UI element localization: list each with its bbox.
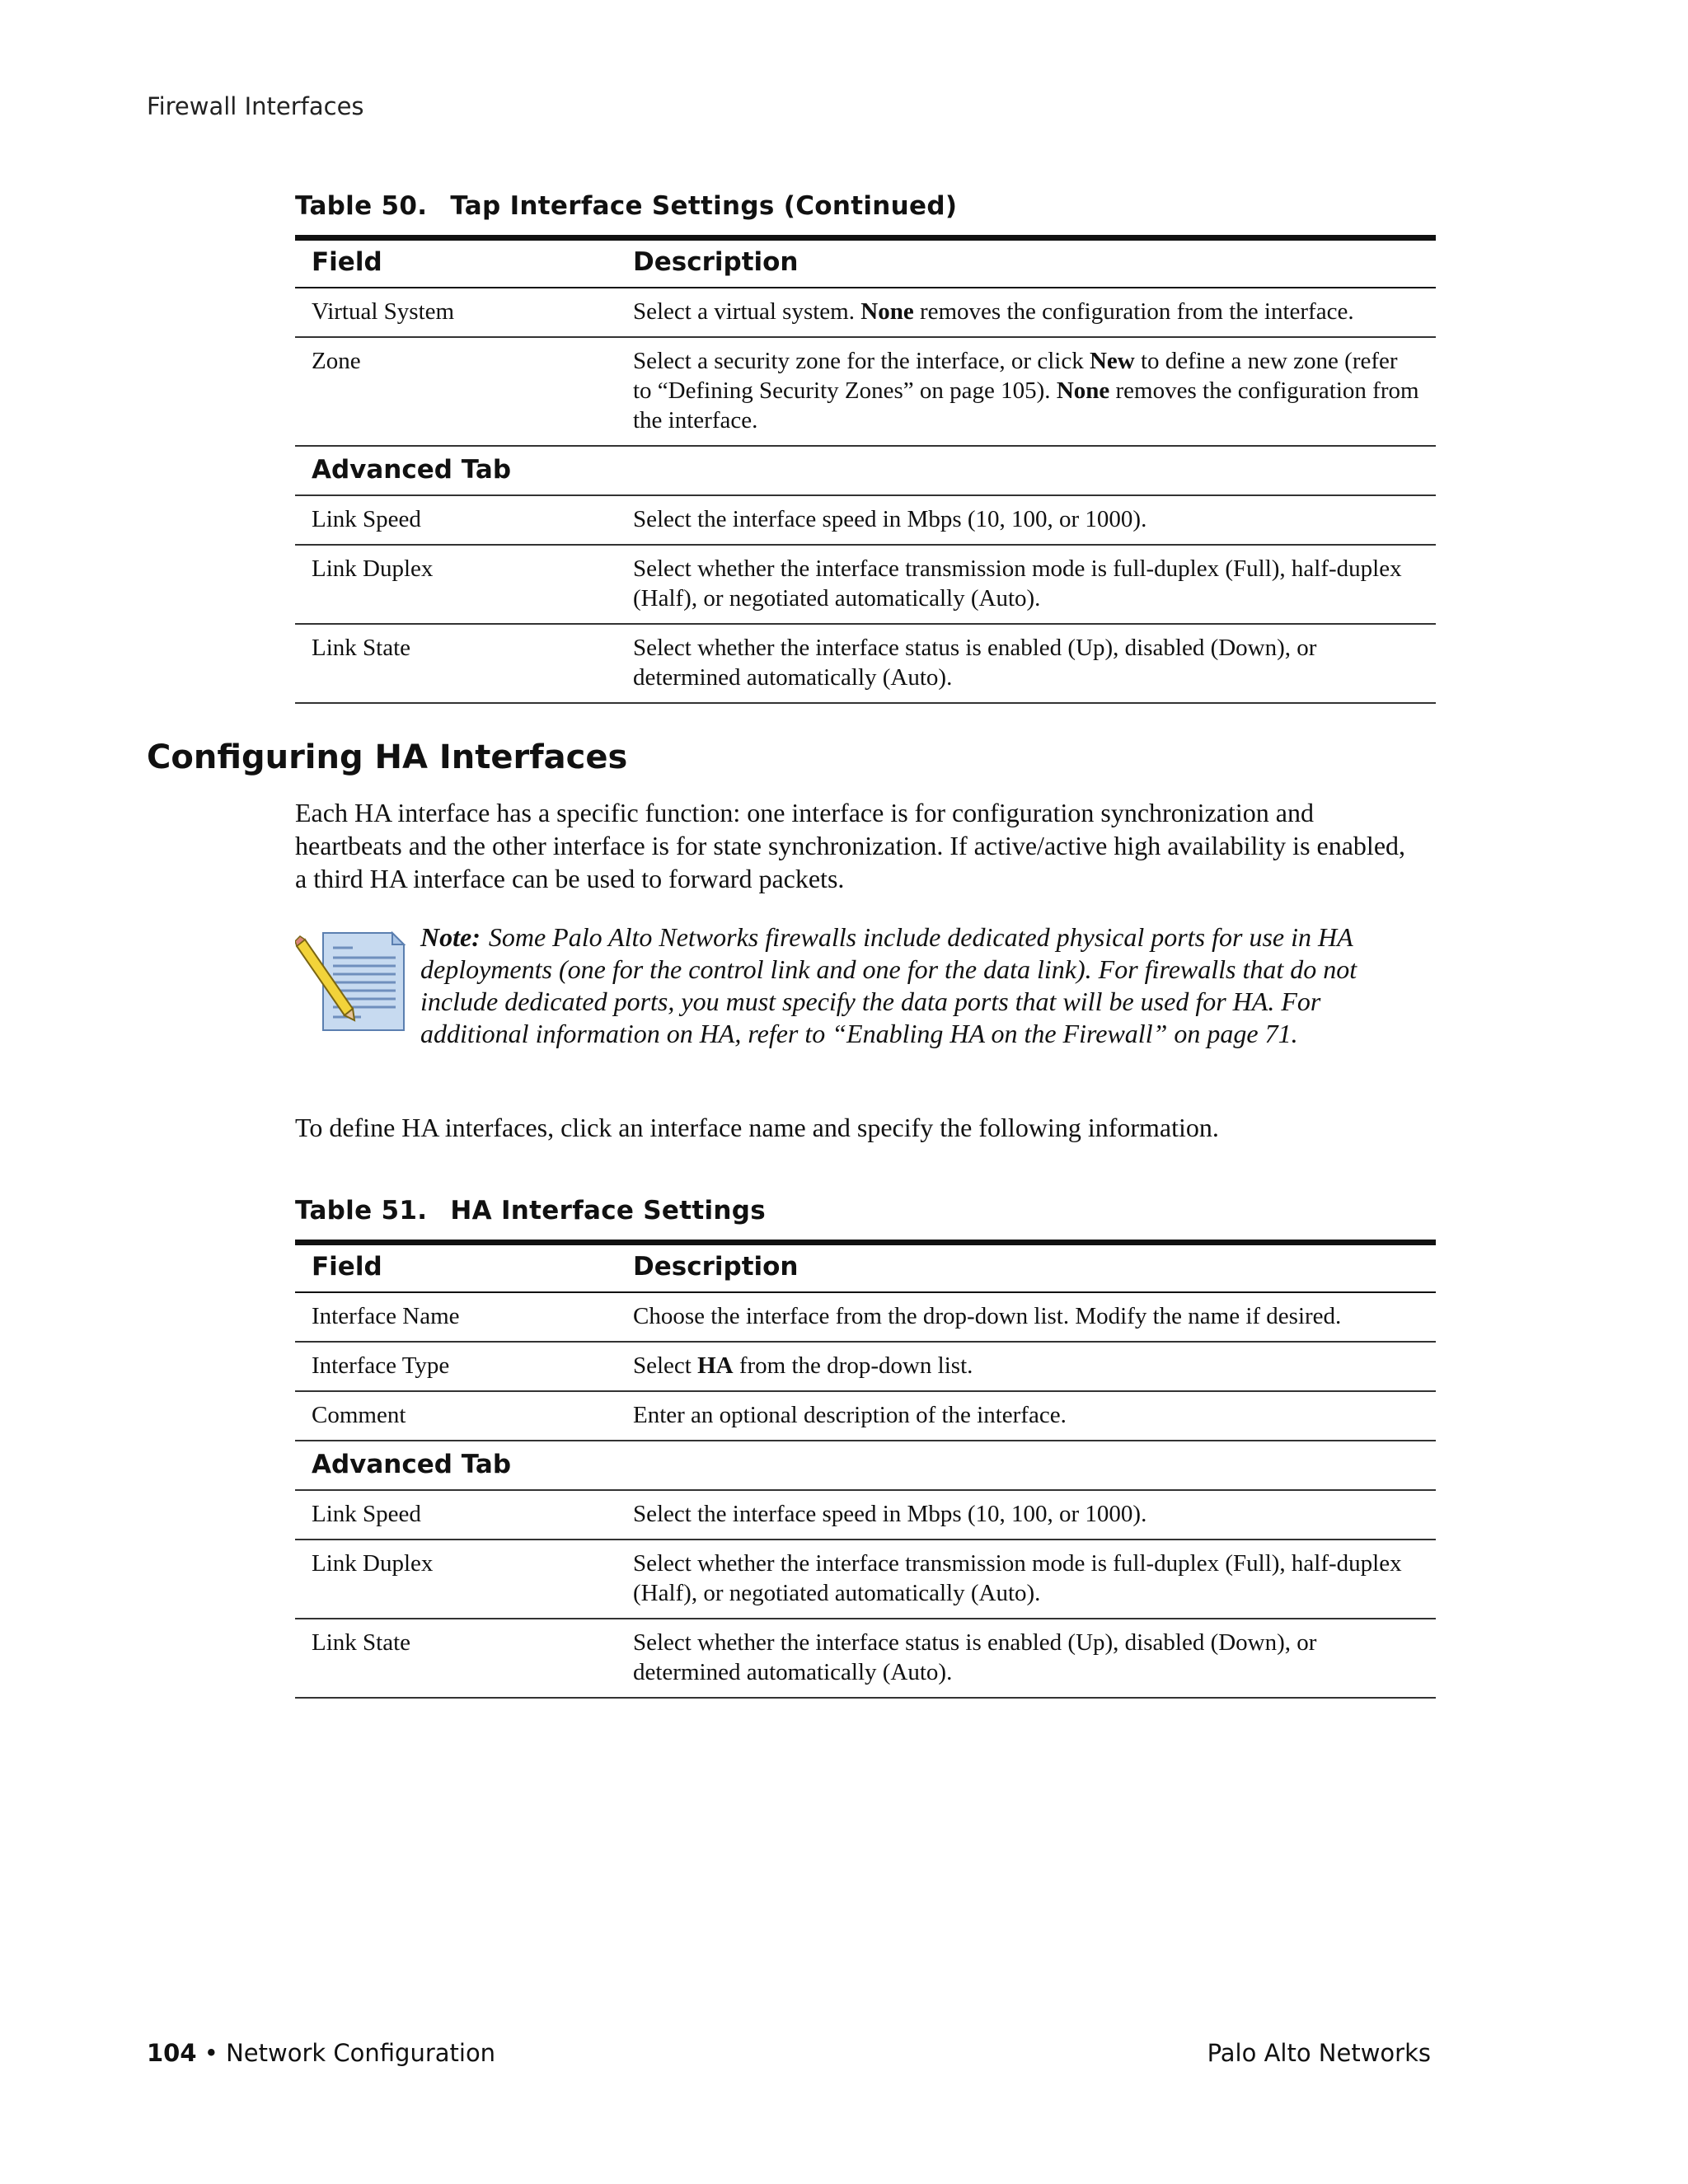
table-51-title: HA Interface Settings	[450, 1196, 767, 1226]
note-text	[420, 921, 1409, 1050]
note-lead: Note:	[420, 922, 481, 952]
table-row	[295, 1342, 1436, 1391]
table-row	[295, 495, 1436, 545]
description-text: removes the configuration from the interface.	[633, 377, 1419, 434]
description-cell: Select the interface speed in Mbps (10, 100, or 1000).	[617, 495, 1436, 545]
description-bold: New	[1089, 348, 1135, 374]
advanced-tab-label: Advanced Tab	[295, 1441, 1436, 1490]
description-cell: Enter an optional description of the interface.	[617, 1391, 1436, 1441]
field-cell: Link State	[295, 624, 617, 703]
table-row	[295, 1292, 1436, 1342]
subheader-row	[295, 1441, 1436, 1490]
column-header-field: Field	[295, 1245, 617, 1292]
table-header-row	[295, 241, 1436, 288]
table-row	[295, 545, 1436, 624]
table-row	[295, 1619, 1436, 1698]
field-cell: Zone	[295, 337, 617, 446]
field-cell: Link Speed	[295, 495, 617, 545]
table-51-number: Table 51.	[295, 1196, 428, 1226]
description-cell: Select the interface speed in Mbps (10, 100, or 1000).	[617, 1490, 1436, 1540]
column-header-description: Description	[617, 241, 1436, 288]
instruction-paragraph: To define HA interfaces, click an interface name and specify the following information.	[295, 1113, 1219, 1142]
footer-separator: •	[196, 2039, 227, 2067]
section-heading: Configuring HA Interfaces	[147, 738, 628, 776]
description-cell: Choose the interface from the drop-down list. Modify the name if desired.	[617, 1292, 1436, 1342]
table-50	[295, 235, 1436, 704]
description-text: removes the configuration from the interface.	[913, 298, 1354, 325]
field-cell: Link Duplex	[295, 1540, 617, 1619]
column-header-field: Field	[295, 241, 617, 288]
table-50-number: Table 50.	[295, 191, 428, 221]
description-text: Select a virtual system.	[633, 298, 861, 325]
description-bold: HA	[697, 1352, 734, 1379]
table-row	[295, 1540, 1436, 1619]
field-cell: Link State	[295, 1619, 617, 1698]
field-cell: Comment	[295, 1391, 617, 1441]
description-text: to define a new zone (refer to “Defining Security Zones” on page 105).	[633, 348, 1398, 404]
table-51-caption	[295, 1196, 766, 1226]
description-cell: Select whether the interface status is enabled (Up), disabled (Down), or determined automatically (Auto).	[617, 624, 1436, 703]
table-row	[295, 1490, 1436, 1540]
table-row	[295, 1391, 1436, 1441]
company-name: Palo Alto Networks	[1207, 2039, 1431, 2067]
field-cell: Interface Type	[295, 1342, 617, 1391]
chapter-name: Network Configuration	[226, 2039, 496, 2067]
field-cell: Interface Name	[295, 1292, 617, 1342]
advanced-tab-label: Advanced Tab	[295, 446, 1436, 495]
note-body: Some Palo Alto Networks firewalls include dedicated physical ports for use in HA deployments (one for the control link and one for the data link). For firewalls that do not include dedicated ports, you must specify the data ports that will be used for HA. For additional information on HA, refer to “Enabling HA on the Firewall” on page 71.	[420, 922, 1357, 1048]
field-cell: Link Duplex	[295, 545, 617, 624]
intro-paragraph: Each HA interface has a specific function: one interface is for configuration synchronization and heartbeats and the other interface is for state synchronization. If active/active high availability is enabled, a third HA interface can be used to forward packets.	[295, 798, 1406, 893]
table-row	[295, 337, 1436, 446]
description-text: from the drop-down list.	[733, 1352, 973, 1379]
description-cell: Select whether the interface transmission mode is full-duplex (Full), half-duplex (Half), or negotiated automatically (Auto).	[617, 545, 1436, 624]
running-head: Firewall Interfaces	[147, 92, 364, 120]
table-row	[295, 288, 1436, 337]
column-header-description: Description	[617, 1245, 1436, 1292]
description-cell	[617, 1342, 1436, 1391]
table-51	[295, 1240, 1436, 1699]
description-text: Select a security zone for the interface, or click	[633, 348, 1090, 374]
description-cell: Select whether the interface transmission mode is full-duplex (Full), half-duplex (Half), or negotiated automatically (Auto).	[617, 1540, 1436, 1619]
field-cell: Link Speed	[295, 1490, 617, 1540]
table-50-caption	[295, 191, 957, 221]
description-cell: Select whether the interface status is enabled (Up), disabled (Down), or determined automatically (Auto).	[617, 1619, 1436, 1698]
note-page-pencil-icon	[295, 928, 410, 1035]
field-cell: Virtual System	[295, 288, 617, 337]
table-header-row	[295, 1245, 1436, 1292]
subheader-row	[295, 446, 1436, 495]
footer-left	[147, 2039, 495, 2067]
description-bold: None	[860, 298, 914, 325]
page-number: 104	[147, 2039, 197, 2067]
table-row	[295, 624, 1436, 703]
table-50-title: Tap Interface Settings (Continued)	[450, 191, 958, 221]
description-text: Select	[633, 1352, 698, 1379]
description-bold: None	[1056, 377, 1110, 404]
note-callout	[295, 921, 1432, 1094]
description-cell	[617, 337, 1436, 446]
description-cell	[617, 288, 1436, 337]
